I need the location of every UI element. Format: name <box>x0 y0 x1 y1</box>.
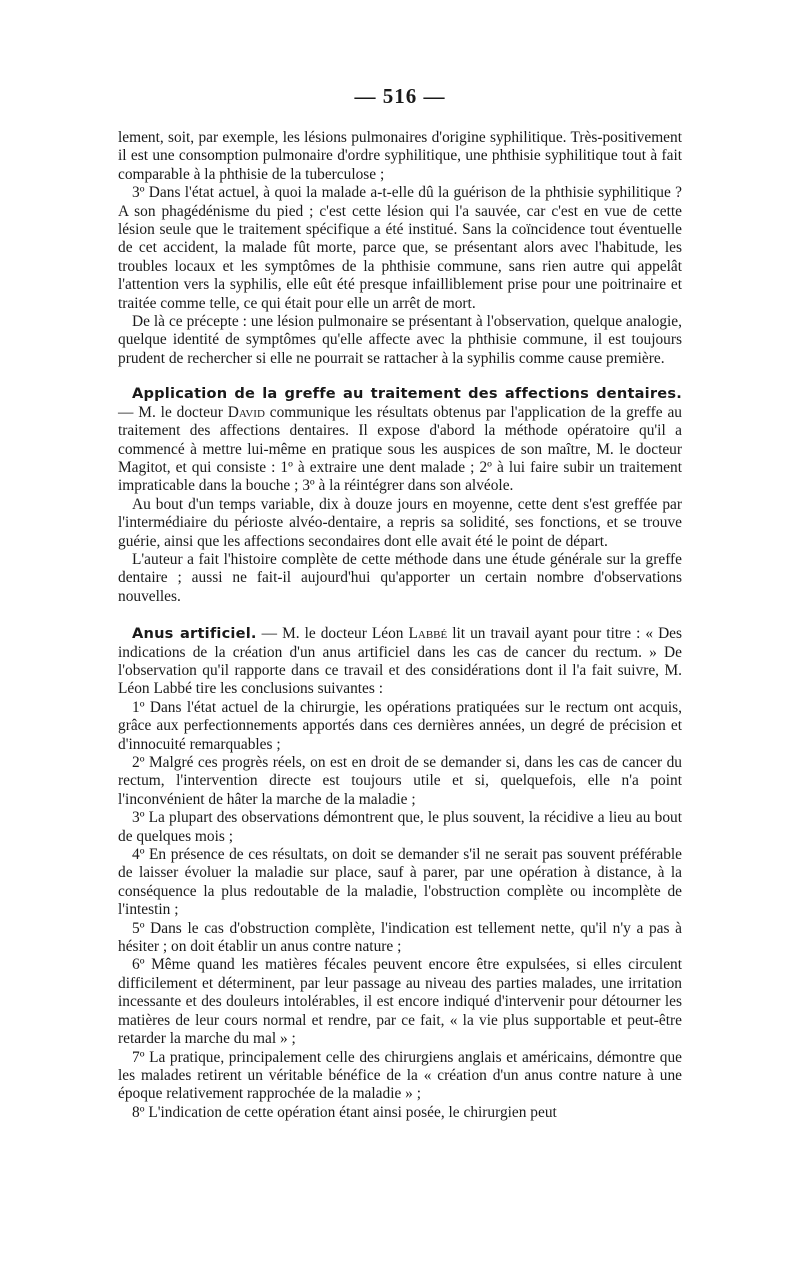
conclusion-item: 3º La plupart des observations démontrent que, le plus souvent, la récidive a lieu au bout de quelques mois ; <box>118 809 682 845</box>
document-page <box>118 86 682 1122</box>
section-heading: Anus artificiel. <box>132 625 257 643</box>
section-greffe <box>118 385 682 606</box>
section-anus <box>118 625 682 1122</box>
author-name: Labbé <box>408 625 448 643</box>
body-paragraph: Au bout d'un temps variable, dix à douze jours en moyenne, cette dent s'est greffée par l'intermédiaire du périoste alvéo-dentaire, a repris sa solidité, ses fonctions, et se trouve guérie, ainsi que les affections secondaires dont elle avait été le point de départ. <box>118 495 682 550</box>
conclusion-item: 8º L'indication de cette opération étant ainsi posée, le chirurgien peut <box>132 1103 557 1121</box>
page-number: — 516 — <box>354 84 446 108</box>
conclusion-item: 6º Même quand les matières fécales peuvent encore être expulsées, si elles circulent difficilement et déterminent, par leur passage au niveau des parties malades, une irritation incessante et des douleurs intolérables, il est encore indiqué d'intervenir pour détourner les matières de leur cours normal et rendre, par ce fait, « la vie plus supportable et peut-être retarder la marche du mal » ; <box>118 956 682 1048</box>
conclusion-item: 1º Dans l'état actuel de la chirurgie, les opérations pratiquées sur le rectum ont acquis, grâce aux perfectionnements apportés dans ces dernières années, un degré de précision et d'innocuité remarquables ; <box>118 698 682 753</box>
lead-text-before: — M. le docteur Léon <box>256 625 409 643</box>
lead-text-after: communique les résultats obtenus par l'application de la greffe au traitement des affections dentaires. Il expose d'abord la méthode opératoire qu'il a commencé à mettre lui-même en pratique sous les auspices de son maître, M. le docteur Magitot, et qui consiste : 1º à extraire une dent malade ; 2º à lui faire subir un traitement impraticable dans la bouche ; 3º à la réintégrer dans son alvéole. <box>118 403 682 495</box>
intro-paragraph: De là ce précepte : une lésion pulmonaire se présentant à l'observation, quelque analogie, quelque identité de symptômes qu'elle affecte avec la phthisie commune, il est toujours prudent de rechercher si elle ne pourrait se rattacher à la syphilis comme cause première. <box>118 313 682 367</box>
conclusion-item: 2º Malgré ces progrès réels, on est en droit de se demander si, dans les cas de cancer du rectum, l'intervention directe est toujours utile et si, quelquefois, elle n'a point l'inconvénient de hâter la marche de la maladie ; <box>118 754 682 808</box>
lead-text-before: — M. le docteur <box>118 403 228 421</box>
conclusion-item: 4º En présence de ces résultats, on doit se demander s'il ne serait pas souvent préférable de laisser évoluer la maladie sur place, sauf à parer, par une opération à distance, à la conséquence la plus redoutable de la maladie, l'obstruction complète ou incomplète de l'intestin ; <box>118 846 682 919</box>
conclusion-item: 7º La pratique, principalement celle des chirurgiens anglais et américains, démontre que les malades retirent un véritable bénéfice de la « création d'un anus contre nature à une époque relativement rapprochée de la maladie » ; <box>118 1048 682 1103</box>
conclusion-item: 5º Dans le cas d'obstruction complète, l'indication est tellement nette, qu'il n'y a pas à hésiter ; on doit établir un anus contre nature ; <box>118 919 682 956</box>
intro-section <box>118 129 682 368</box>
section-heading: Application de la greffe au traitement des affections dentaires. <box>132 385 682 403</box>
author-name: David <box>227 403 265 421</box>
body-paragraph: L'auteur a fait l'histoire complète de cette méthode dans une étude générale sur la greffe dentaire ; aussi ne fait-il aujourd'hui qu'apporter un certain nombre d'observations nouvelles. <box>118 550 682 605</box>
section-lead-paragraph <box>118 625 682 699</box>
section-lead-paragraph <box>118 385 682 495</box>
intro-paragraph: 3º Dans l'état actuel, à quoi la malade a-t-elle dû la guérison de la phthisie syphilitique ? A son phagédénisme du pied ; c'est cette lésion qui l'a sauvée, car c'est en vue de cette lésion seule que le traitement spécifique a été institué. Sans la coïncidence tout éventuelle de cet accident, la malade fût morte, parce que, se présentant alors avec l'habitude, les troubles locaux et les symptômes de la phthisie commune, sans rien autre qui appelât l'attention vers la syphilis, elle eût été presque infailliblement prise pour une poitrinaire et traitée comme telle, ce qui était pour elle un arrêt de mort. <box>118 184 682 312</box>
lead-text-after: lit un travail ayant pour titre : « Des indications de la création d'un anus artificiel dans les cas de cancer du rectum. » De l'observation qu'il rapporte dans ce travail et des considérations dont il l'a fait suivre, M. Léon Labbé tire les conclusions suivantes : <box>118 625 683 698</box>
intro-paragraph: lement, soit, par exemple, les lésions pulmonaires d'origine syphilitique. Très-positivement il est une consomption pulmonaire d'ordre syphilitique, une phthisie syphilitique tout à fait comparable à la phthisie de la tuberculose ; <box>118 129 682 183</box>
